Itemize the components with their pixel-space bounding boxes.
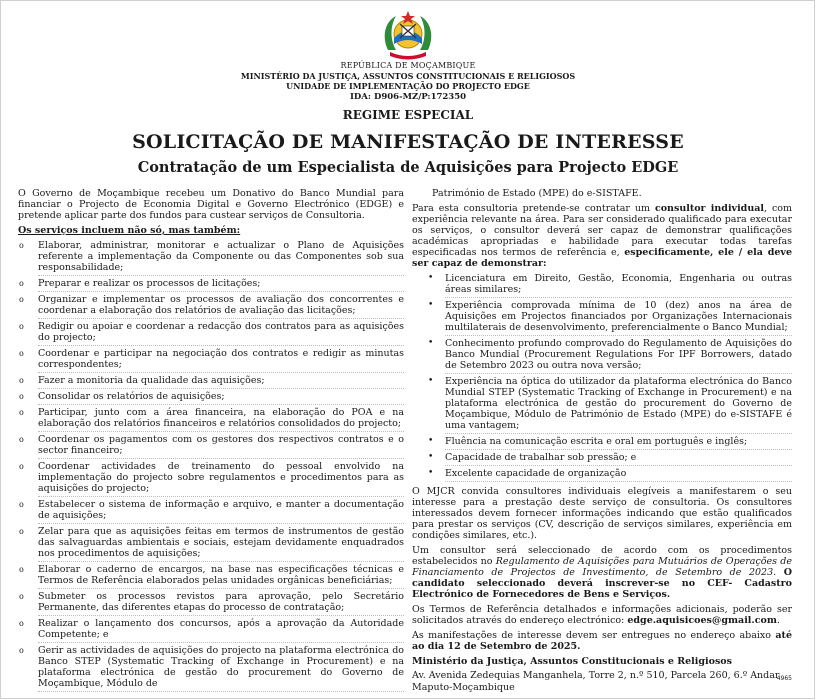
circle-bullet-icon: o (19, 322, 24, 331)
service-item-text: Organizar e implementar os processos de avaliação dos concorrentes e coordenar a elaboração dos relatórios de avaliação das licitações; (38, 294, 404, 316)
contact-email[interactable]: edge.aquisicoes@gmail.com (627, 615, 777, 626)
service-item-text: Redigir ou apoiar e coordenar a redacção dos contratos para as aquisições do projecto; (38, 321, 404, 343)
requirement-item (428, 376, 792, 434)
tor-text-end: . (776, 615, 780, 626)
service-item-text: Elaborar o caderno de encargos, na base nas especificações técnicas e Termos de Referência elaborados pelas unidades orgânicas beneficiárias; (38, 564, 404, 586)
requirement-item-text: Capacidade de trabalhar sob pressão; e (445, 452, 637, 463)
circle-bullet-icon: o (19, 462, 24, 471)
requirement-item (428, 300, 792, 336)
requirement-item-text: Fluência na comunicação escrita e oral em português e inglês; (445, 436, 748, 447)
disc-bullet-icon: • (428, 376, 434, 386)
requirement-item-text: Excelente capacidade de organização (445, 468, 627, 479)
services-continuation: Património de Estado (MPE) do e-SISTAFE. (432, 188, 642, 199)
circle-bullet-icon: o (19, 592, 24, 601)
selection-paragraph (412, 545, 792, 600)
service-item (19, 461, 404, 497)
service-item-text: Consolidar os relatórios de aquisições; (38, 391, 225, 402)
service-item-text: Coordenar e participar na negociação dos contratos e redigir as minutas correspondentes; (38, 348, 404, 370)
service-item (19, 499, 404, 524)
requirement-item (428, 273, 792, 298)
circle-bullet-icon: o (19, 619, 24, 628)
service-item (19, 391, 404, 405)
qualification-paragraph (412, 203, 792, 269)
circle-bullet-icon: o (19, 646, 24, 655)
service-item (19, 645, 404, 692)
service-item-text: Participar, junto com a área financeira, na elaboração do POA e na elaboração dos relatórios financeiros e relatórios consolidados do projecto; (38, 407, 404, 429)
service-item (19, 240, 404, 276)
requirement-item (428, 468, 792, 482)
coat-of-arms-emblem (380, 8, 436, 60)
requirement-item (428, 452, 792, 466)
service-item-text: Coordenar actividades de treinamento do pessoal envolvido na implementação do projecto sobre regulamentos e procedimentos para as aquisições do projecto; (38, 461, 404, 494)
deadline-text: As manifestações de interesse devem ser entregues no endereço abaixo (412, 630, 776, 641)
circle-bullet-icon: o (19, 241, 24, 250)
service-item (19, 434, 404, 459)
services-list (18, 240, 404, 692)
page-title: SOLICITAÇÃO DE MANIFESTAÇÃO DE INTERESSE (132, 131, 684, 153)
address-street: Av. Avenida Zedequias Manganhela, Torre 2, n.º 510, Parcela 260, 6.º Andar (412, 670, 780, 681)
qualification-text-a: Para esta consultoria pretende-se contratar um (412, 203, 655, 214)
requirements-list (412, 273, 792, 482)
circle-bullet-icon: o (19, 376, 24, 385)
requirement-item (428, 436, 792, 450)
disc-bullet-icon: • (428, 452, 434, 462)
requirement-item-text: Experiência comprovada mínima de 10 (dez) anos na área de Aquisições em Projectos financiados por Organizações Internacionais multilaterais de desenvolvimento, preferencialmente o Banco Mundial; (445, 300, 792, 333)
service-item (19, 348, 404, 373)
header-unidade: UNIDADE DE IMPLEMENTAÇÃO DO PROJECTO EDGE (286, 81, 530, 91)
circle-bullet-icon: o (19, 500, 24, 509)
service-item (19, 294, 404, 319)
address-city: Maputo-Moçambique (412, 682, 515, 693)
service-item-text: Elaborar, administrar, monitorar e actualizar o Plano de Aquisições referente a implementação da Componente ou das Componentes sob sua responsabilidade; (38, 240, 404, 273)
intro-paragraph: O Governo de Moçambique recebeu um Donativo do Banco Mundial para financiar o Projecto de Economia Digital e Governo Electrónico (EDGE) e pretende aplicar parte dos fundos para custear serviços de Consultoria. (18, 188, 404, 221)
disc-bullet-icon: • (428, 338, 434, 348)
service-item (19, 618, 404, 643)
disc-bullet-icon: • (428, 273, 434, 283)
circle-bullet-icon: o (19, 392, 24, 401)
circle-bullet-icon: o (19, 435, 24, 444)
circle-bullet-icon: o (19, 295, 24, 304)
service-item-text: Zelar para que as aquisições feitas em termos de instrumentos de gestão das salvaguardas ambientais e sociais, estejam devidamente enquadrados nos procedimentos de aquisições; (38, 526, 404, 559)
service-item-text: Submeter os processos revistos para aprovação, pelo Secretário Permanente, das diferentes etapas do processo de contratação; (38, 591, 404, 613)
service-item (19, 526, 404, 562)
circle-bullet-icon: o (19, 565, 24, 574)
requirement-item-text: Conhecimento profundo comprovado do Regulamento de Aquisições do Banco Mundial (Procurement Regulations For IPF Borrowers, datado de Setembro 2023 ou outra nova versão; (445, 338, 792, 371)
service-item (19, 375, 404, 389)
service-item-text: Coordenar os pagamentos com os gestores dos respectivos contratos e o sector financeiro; (38, 434, 404, 456)
circle-bullet-icon: o (19, 408, 24, 417)
tor-paragraph (412, 604, 792, 626)
selection-cef-notice: O candidato seleccionado deverá inscrever-se no CEF- Cadastro Electrónico de Fornecedores de Bens e Serviços. (412, 567, 792, 600)
right-column (412, 188, 792, 697)
header-ministerio: MINISTÉRIO DA JUSTIÇA, ASSUNTOS CONSTITUCIONAIS E RELIGIOSOS (240, 71, 576, 81)
qualification-text-c: , com experiência relevante na área. Para ser considerado qualificado para executar os serviços, o consultor deverá ser capaz de demonstrar qualificações académicas apropriadas e habilidade para executar todas tarefas especificadas nos termos de referência e, (412, 203, 793, 258)
service-item-text: Realizar o lançamento dos concursos, após a aprovação da Autoridade Competente; e (38, 618, 404, 640)
requirement-item (428, 338, 792, 374)
service-item (19, 407, 404, 432)
service-item (19, 278, 404, 292)
qualification-especificamente: especificamente, ele / ela deve ser capaz de demonstrar: (412, 247, 792, 269)
deadline-paragraph (412, 630, 792, 652)
services-heading: Os serviços incluem não só, mas também: (18, 225, 241, 236)
invitation-paragraph: O MJCR convida consultores individuais elegíveis a manifestarem o seu interesse para a prestação deste serviço de consultoria. Os consultores interessados devem fornecer informações indicando que estão qualificados para prestar os serviços (CV, descrição de serviços similares, experiência em condições similares, etc.). (412, 486, 792, 541)
circle-bullet-icon: o (19, 279, 24, 288)
service-item-text: Estabelecer o sistema de informação e arquivo, e manter a documentação de aquisições; (38, 499, 404, 521)
disc-bullet-icon: • (428, 468, 434, 478)
service-item-text: Preparar e realizar os processos de licitações; (38, 278, 261, 289)
disc-bullet-icon: • (428, 300, 434, 310)
deadline-date: até ao dia 12 de Setembro de 2025. (412, 630, 792, 652)
header-regime: REGIME ESPECIAL (342, 108, 474, 122)
header-ida: IDA: D906-MZ/P:172350 (349, 92, 467, 102)
qualification-consultor: consultor individual (654, 203, 764, 214)
selection-text-c: . (773, 567, 784, 578)
requirement-item-text: Licenciatura em Direito, Gestão, Economia, Engenharia ou outras áreas similares; (445, 273, 792, 295)
selection-text-a: Um consultor será seleccionado de acordo com os procedimentos estabelecidos no (412, 545, 792, 567)
circle-bullet-icon: o (19, 527, 24, 536)
selection-regulation: Regulamento de Aquisições para Mutuários de Operações de Financiamento de Projectos de Investimento, de Setembro de 2023 (412, 556, 792, 578)
address-org: Ministério da Justiça, Assuntos Constitucionais e Religiosos (412, 656, 732, 667)
requirement-item-text: Experiência na óptica do utilizador da plataforma electrónica do Banco Mundial STEP (Systematic Tracking of Exchange in Procurement) e na plataforma electrónica de gestão do procurement do Governo de Moçambique, Módulo de Património de Estado (MPE) do e-SISTAFE é uma vantagem; (445, 376, 792, 431)
service-item-text: Fazer a monitoria da qualidade das aquisições; (38, 375, 265, 386)
reference-number: 4965 (776, 675, 792, 682)
service-item (19, 591, 404, 616)
left-column (18, 188, 404, 694)
service-item-text: Gerir as actividades de aquisições do projecto na plataforma electrónica do Banco STEP (Systematic Tracking of Exchange in Procurement) e na plataforma electrónica de gestão do procurement do Governo de Moçambique, Módulo de (38, 645, 404, 689)
disc-bullet-icon: • (428, 436, 434, 446)
page-subtitle: Contratação de um Especialista de Aquisições para Projecto EDGE (137, 159, 679, 176)
service-item (19, 321, 404, 346)
circle-bullet-icon: o (19, 349, 24, 358)
tor-text: Os Termos de Referência detalhados e informações adicionais, poderão ser solicitados através do endereço electrónico: (412, 604, 792, 626)
service-item (19, 564, 404, 589)
header-republica: REPÚBLICA DE MOÇAMBIQUE (340, 61, 476, 70)
